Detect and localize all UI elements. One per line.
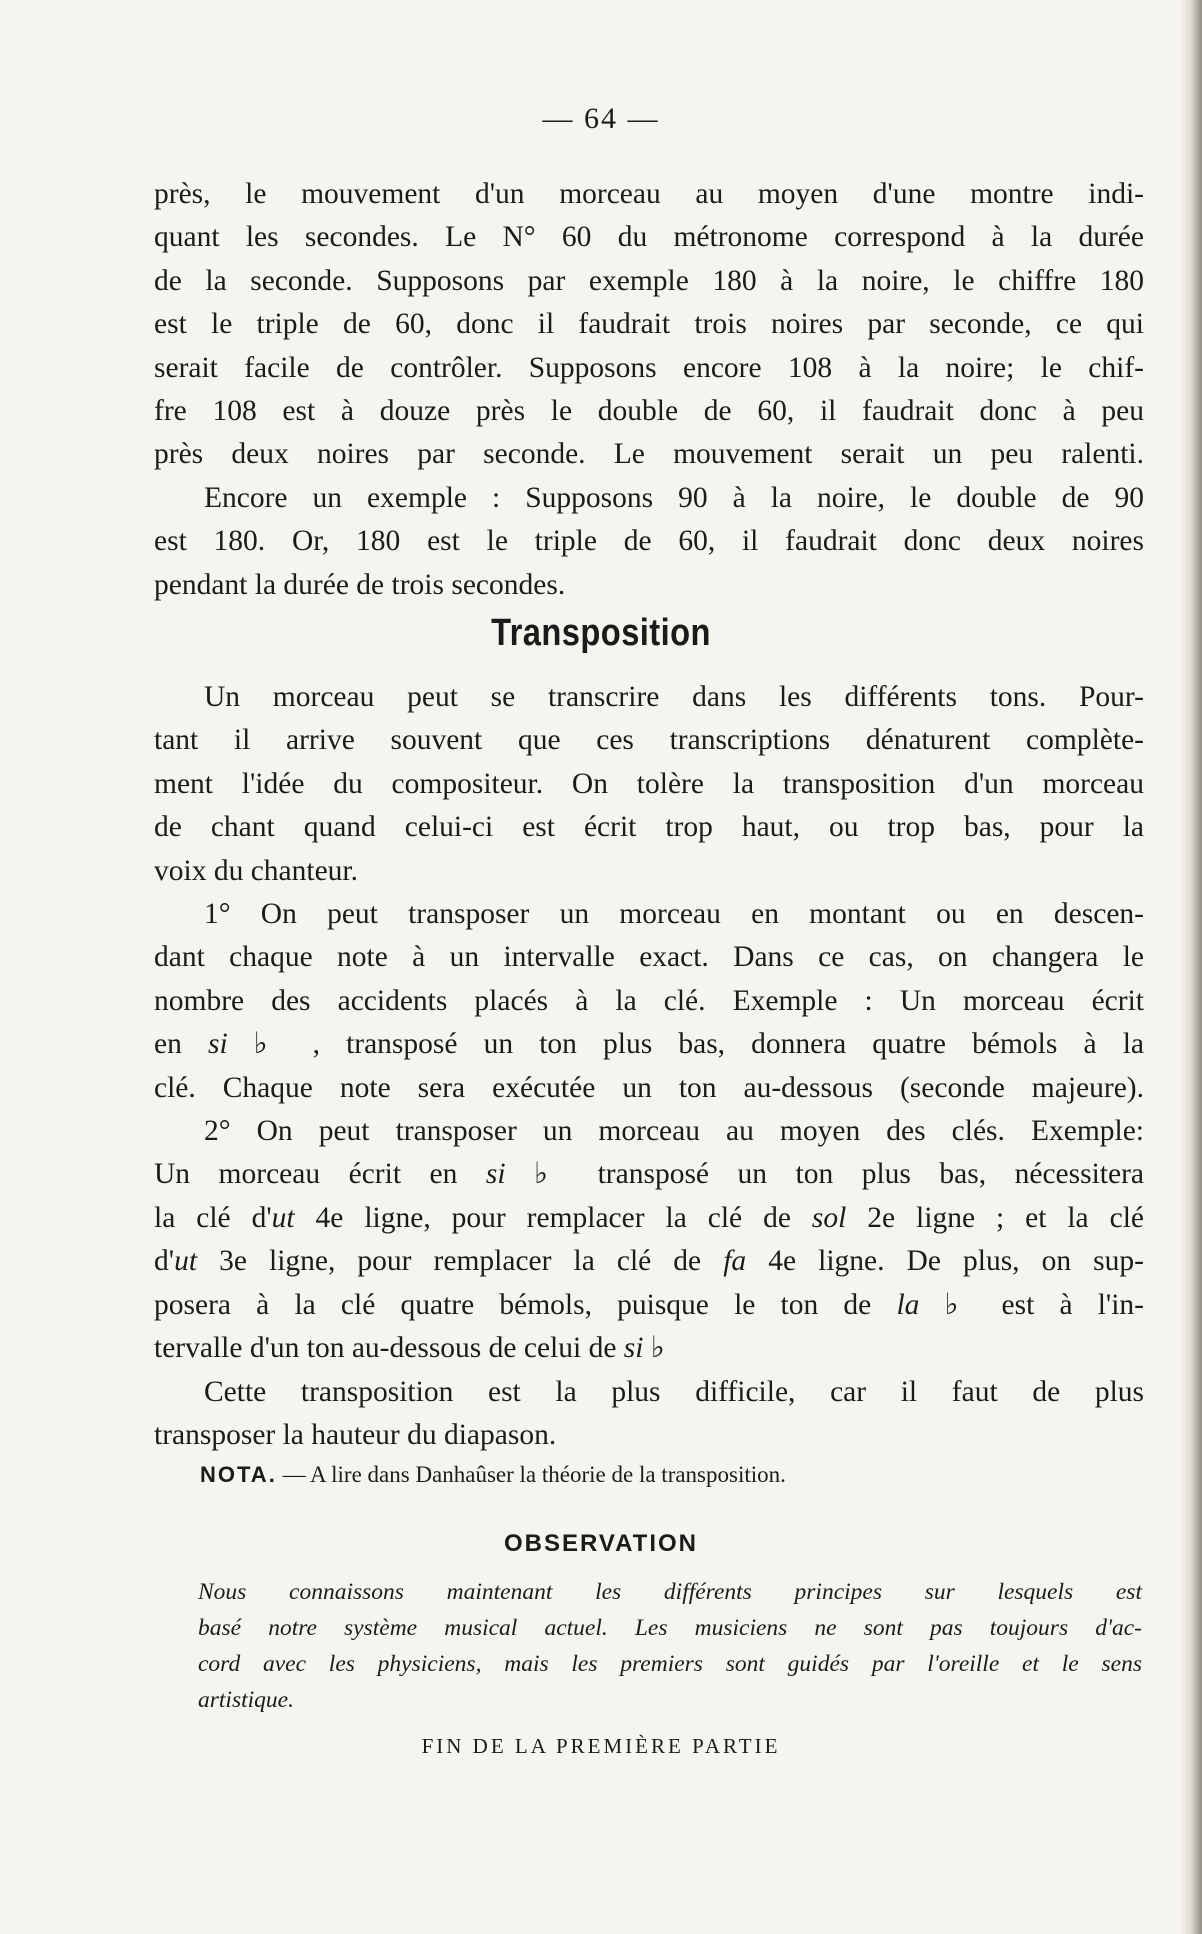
text-line: 2° On peut transposer un morceau au moyen des clés. Exemple: [204,1115,1144,1148]
note-name: la [896,1288,920,1321]
text-line: est 180. Or, 180 est le triple de 60, il faudrait donc deux noires [154,525,1144,558]
text-line: voix du chanteur. [154,854,358,887]
page-number: — 64 — [542,102,660,135]
text-line: près deux noires par seconde. Le mouvement serait un peu ralenti. [154,438,1144,471]
paragraph-metronome [154,173,1144,607]
nota-text: — A lire dans Danhaûser la théorie de la transposition. [276,1462,786,1487]
end-of-part-label: FIN DE LA PREMIÈRE PARTIE [421,1734,781,1758]
observation-line: Nous connaissons maintenant les différents principes sur lesquels est [198,1579,1142,1605]
observation-line: cord avec les physiciens, mais les premiers sont guidés par l'oreille et le sens [198,1651,1142,1677]
text-line: Cette transposition est la plus difficile, car il faut de plus [204,1375,1144,1408]
note-name: ut [174,1245,198,1278]
text-line: transposer la hauteur du diapason. [154,1418,557,1451]
text-fragment: d' [154,1245,175,1278]
text-line: fre 108 est à douze près le double de 60, il faudrait donc à peu [154,395,1144,428]
note-name: ut [271,1201,295,1234]
text-fragment: 4e ligne, pour remplacer la clé de [294,1201,812,1234]
text-line: nombre des accidents placés à la clé. Exemple : Un morceau écrit [154,984,1144,1017]
observation-text [198,1574,1142,1718]
text-line: clé. Chaque note sera exécutée un ton au-dessous (seconde majeure). [154,1071,1144,1104]
observation-line: artistique. [198,1687,294,1713]
text-fragment: ♭ [643,1332,665,1365]
note-name: si [485,1158,506,1191]
text-line: serait facile de contrôler. Supposons encore 108 à la noire; le chif- [154,351,1144,384]
text-line: Un morceau peut se transcrire dans les différents tons. Pour- [204,681,1144,713]
text-line [154,1240,1144,1283]
observation-line: basé notre système musical actuel. Les musiciens ne sont pas toujours d'ac- [198,1615,1142,1641]
text-fragment: 4e ligne. De plus, on sup- [746,1245,1144,1278]
text-fragment: 3e ligne, pour remplacer la clé de [197,1245,724,1278]
nota-label: NOTA. [200,1462,277,1487]
text-fragment: ♭ est à l'in- [919,1288,1145,1321]
text-line: près, le mouvement d'un morceau au moyen d'une montre indi- [154,178,1144,210]
note-name: sol [811,1201,847,1234]
note-name: si [207,1028,228,1061]
nota-note [200,1462,786,1488]
note-name: si [623,1332,644,1365]
page-edge-shadow [1180,0,1202,1934]
text-fragment: ♭ , transposé un ton plus bas, donnera quatre bémols à la [227,1028,1144,1061]
text-line: pendant la durée de trois secondes. [154,568,566,601]
paragraph-transposition [154,676,1144,1457]
text-fragment: ♭ transposé un ton plus bas, nécessitera [505,1158,1145,1191]
observation-title: OBSERVATION [503,1530,699,1557]
text-fragment: tervalle d'un ton au-dessous de celui de [154,1332,624,1365]
text-fragment: Un morceau écrit en [154,1158,486,1191]
section-heading: Transposition [491,612,711,654]
text-line: tant il arrive souvent que ces transcriptions dénaturent complète- [154,724,1144,757]
text-line: de la seconde. Supposons par exemple 180 à la noire, le chiffre 180 [154,264,1144,297]
text-line [154,1197,1144,1240]
text-line [154,1153,1144,1196]
text-line: 1° On peut transposer un morceau en montant ou en descen- [204,898,1144,931]
text-line: dant chaque note à un intervalle exact. Dans ce cas, on changera le [154,941,1144,974]
text-fragment: en [154,1028,208,1061]
text-fragment: posera à la clé quatre bémols, puisque le ton de [154,1288,897,1321]
text-line: de chant quand celui-ci est écrit trop haut, ou trop bas, pour la [154,811,1144,844]
text-line: ment l'idée du compositeur. On tolère la transposition d'un morceau [154,767,1144,800]
text-fragment: 2e ligne ; et la clé [846,1201,1144,1234]
text-line: Encore un exemple : Supposons 90 à la noire, le double de 90 [204,481,1144,514]
text-line [154,1327,1144,1370]
text-line: quant les secondes. Le N° 60 du métronome correspond à la durée [154,221,1144,254]
text-line [154,1284,1144,1327]
text-line: est le triple de 60, donc il faudrait trois noires par seconde, ce qui [154,308,1144,341]
text-fragment: la clé d' [154,1201,272,1234]
text-line [154,1023,1144,1066]
note-name: fa [723,1245,747,1278]
